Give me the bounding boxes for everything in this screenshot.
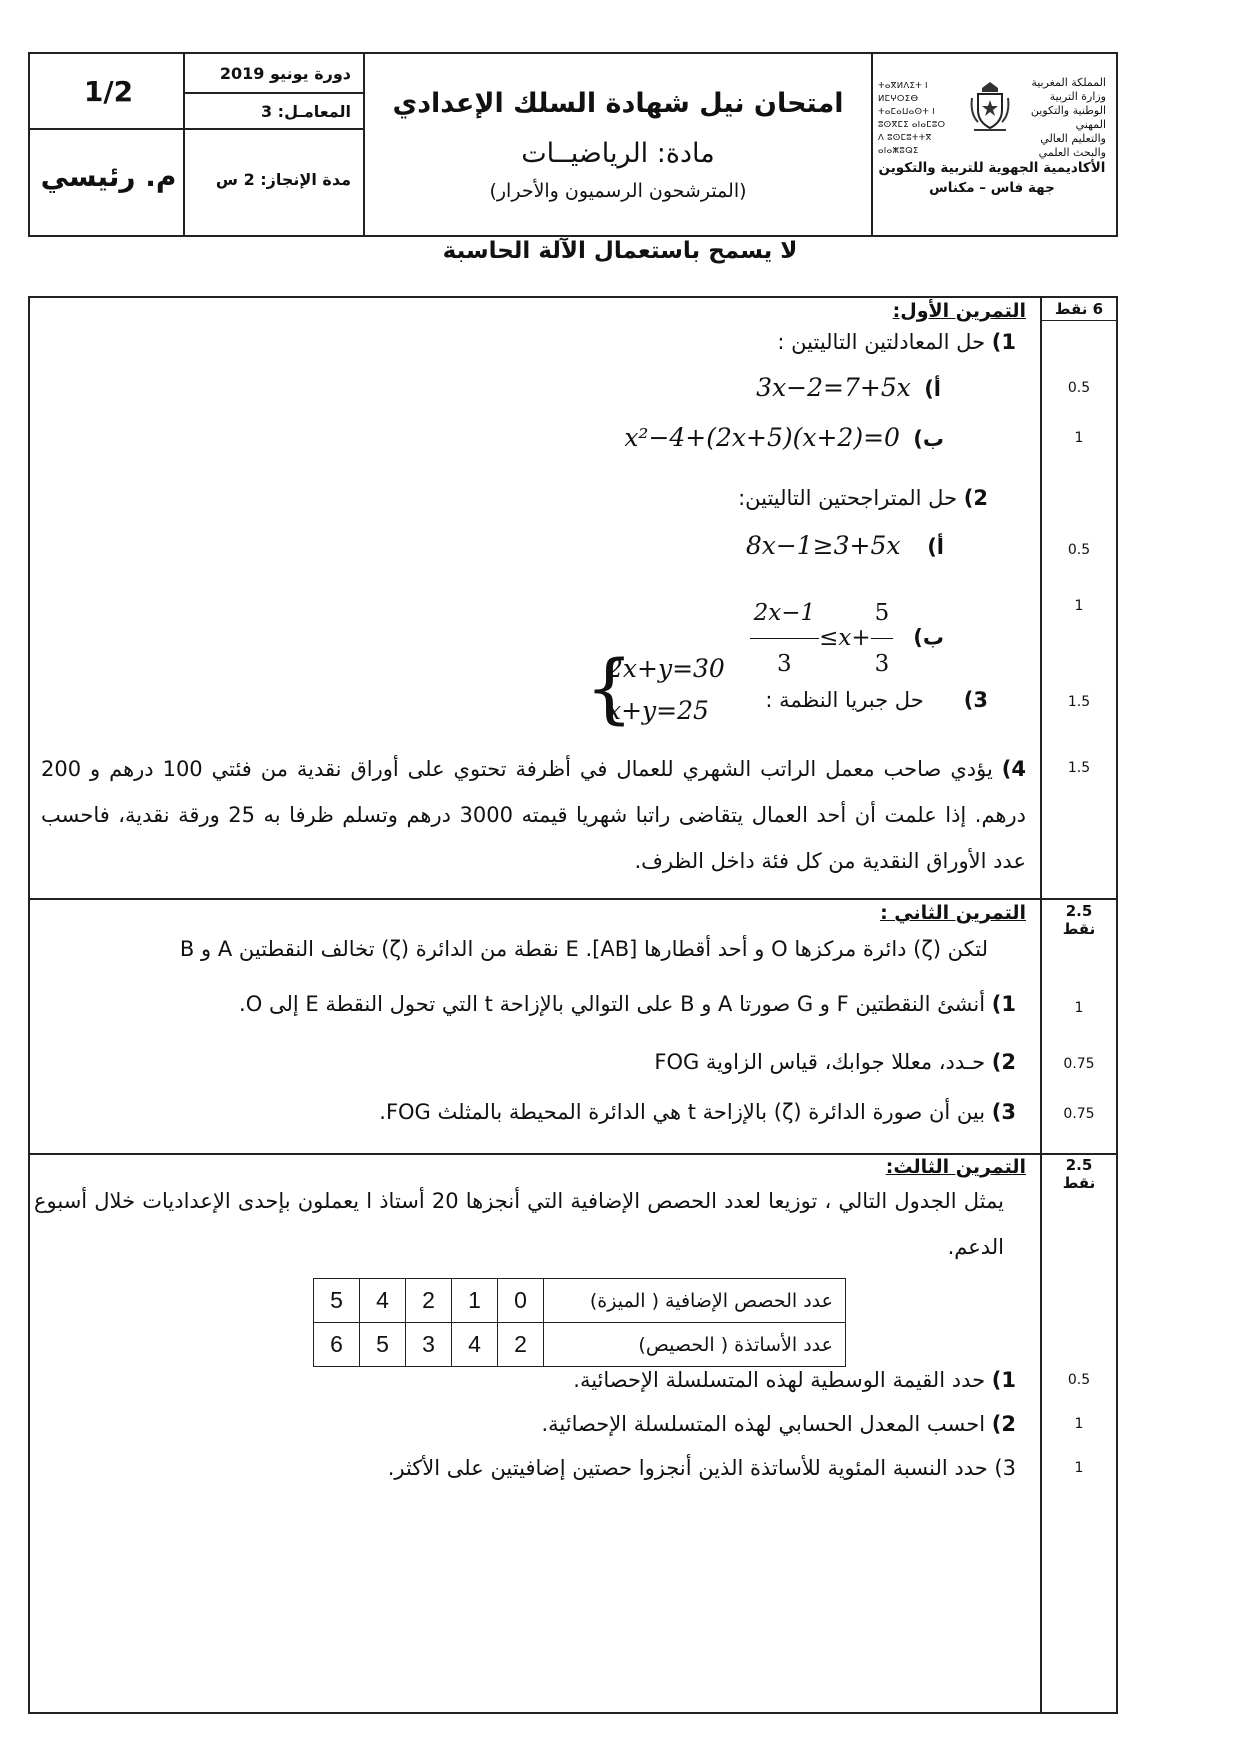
page-cell: [30, 54, 187, 235]
exercise1-q4: 4) يؤدي صاحب معمل الراتب الشهري للعمال في أظرفة تحتوي على أوراق نقدية من فئتي 100 درهم و 200 درهم. إذا علمت أن أحد العمال يتقاضى راتبا شهريا قيمته 3000 درهم وتسلم ظرفا به 25 ورقة نقدية، فاحسب عدد الأوراق النقدية من كل فئة داخل الظرف.: [41, 757, 1026, 873]
ministry-logo-cell: [871, 54, 1116, 235]
exercise1-q1a: أ) 3x−2=7+5x: [756, 373, 941, 402]
system-equation-2: x+y=25: [607, 696, 709, 725]
points-ex2-q2: 0.75: [1063, 1056, 1095, 1072]
exam-info-cell: [183, 54, 363, 235]
exercise3-q1: 1) حدد القيمة الوسطية لهذه المتسلسلة الإحصائية.: [573, 1368, 1016, 1392]
ministry-logo: [878, 76, 1106, 159]
table-cell: 5: [360, 1323, 406, 1367]
exercise1-q2b: ب) $\frac{2x-1}{3}$ ≤x+ $\frac{5}{3}$: [750, 588, 944, 689]
exam-body: [28, 296, 1118, 1714]
exercise1-q1: 1) حل المعادلتين التاليتين :: [777, 330, 1016, 354]
exercise2-title: التمرين الثاني :: [880, 902, 1026, 924]
exercise1-title: التمرين الأول:: [892, 300, 1026, 322]
exercise1-q2: 2) حل المتراجحتين التاليتين:: [738, 486, 988, 510]
points-ex3-q2: 1: [1074, 1416, 1084, 1432]
table-cell: 2: [498, 1323, 544, 1367]
exercise1-q1b: ب) x²−4+(2x+5)(x+2)=0: [624, 423, 944, 452]
exercise3-q3: 3) حدد النسبة المئوية للأساتذة الذين أنجزوا حصتين إضافيتين على الأكثر.: [387, 1456, 1016, 1480]
table-row: [314, 1279, 846, 1323]
exercise2-q1: 1) أنشئ النقطتين F و G صورتا A و B على التوالي بالإزاحة t التي تحول النقطة E إلى O.: [239, 992, 1016, 1016]
table-cell: 3: [406, 1323, 452, 1367]
table-cell: 4: [360, 1279, 406, 1323]
points-q4: 1.5: [1067, 760, 1091, 776]
points-q2a: 0.5: [1067, 542, 1091, 558]
exam-header: [28, 52, 1118, 237]
system-equation-1: 2x+y=30: [607, 654, 725, 683]
points-q3: 1.5: [1067, 694, 1091, 710]
system-brace: {: [585, 643, 634, 732]
table-cell: 0: [498, 1279, 544, 1323]
table-row-label: عدد الأساتذة ( الحصيص): [544, 1323, 846, 1367]
exercise3-title: التمرين الثالث:: [885, 1156, 1026, 1178]
exercise1-points: 6 نقط: [1054, 300, 1104, 318]
table-row-label: عدد الحصص الإضافية ( الميزة): [544, 1279, 846, 1323]
ministry-name-tifinagh: ⵜⴰⴳⵍⴷⵉⵜ ⵏ ⵍⵎⵖⵔⵉⴱ ⵜⴰⵎⴰⵡⴰⵙⵜ ⵏ ⵓⵙⴳⵎⵉ ⴰⵏⴰⵎⵓⵔ ⴷ ⵓⵙⵎⵓⵜⵜⴳ ⴰⵏⴰⵥⵓⵕⵉ: [878, 81, 946, 156]
coat-of-arms-icon: [968, 78, 1012, 134]
exercise2-q2: 2) حـدد، معللا جوابك، قياس الزاوية FOG: [654, 1050, 1016, 1074]
section-divider: [30, 898, 1116, 900]
ministry-name-arabic: المملكة المغربية وزارة التربية الوطنية والتكوين المهني والتعليم العالي والبحث العلمي: [1030, 76, 1106, 159]
session-label: دورة يونيو 2019: [185, 54, 363, 94]
exercise1-q2a: أ) 8x−1≥3+5x: [745, 531, 944, 560]
points-ex3-q3: 1: [1074, 1460, 1084, 1476]
exercise1-q3: 3) حل جبريا النظمة :: [765, 688, 988, 712]
exam-title-cell: [363, 54, 871, 235]
exercise3-points: 2.5 نقط: [1062, 1156, 1096, 1192]
track-label: م. رئيسي: [40, 160, 177, 193]
points-underline: [1042, 320, 1116, 321]
exercise2-points: 2.5 نقط: [1062, 902, 1096, 938]
exercise3-q2: 2) احسب المعدل الحسابي لهذه المتسلسلة الإحصائية.: [541, 1412, 1016, 1436]
equation-system: [585, 643, 735, 734]
page-number: 1/2: [30, 54, 187, 130]
exercise2-q3: 3) بين أن صورة الدائرة (ζ) بالإزاحة t هي الدائرة المحيطة بالمثلث FOG.: [379, 1100, 1016, 1124]
points-ex2-q1: 1: [1074, 1000, 1084, 1016]
table-cell: 6: [314, 1323, 360, 1367]
exercise2-intro: لتكن (ζ) دائرة مركزها O و أحد أقطارها [AB]. E نقطة من الدائرة (ζ) تخالف النقطتين A و B: [179, 937, 988, 961]
coefficient-label: المعامـل: 3: [185, 94, 363, 130]
section-divider: [30, 1153, 1116, 1155]
statistics-table: [313, 1278, 846, 1367]
subject-name: مادة: الرياضيــات: [521, 138, 715, 169]
calculator-note: لا يسمح باستعمال الآلة الحاسبة: [442, 238, 798, 264]
table-cell: 4: [452, 1323, 498, 1367]
fraction-left: $\frac{2x-1}{3}$: [750, 588, 820, 689]
exercise3-intro: يمثل الجدول التالي ، توزيعا لعدد الحصص الإضافية التي أنجزها 20 أستاذ ا يعملون بإحدى الإعداديات خلال أسبوع الدعم.: [34, 1189, 1004, 1259]
points-ex2-q3: 0.75: [1063, 1106, 1095, 1122]
table-cell: 1: [452, 1279, 498, 1323]
points-q2b: 1: [1074, 598, 1084, 614]
academy-name: الأكاديمية الجهوية للتربية والتكوين جهة فاس – مكناس: [878, 160, 1106, 196]
fraction-right: $\frac{5}{3}$: [871, 588, 894, 689]
duration-label: مدة الإنجاز: 2 س: [215, 170, 351, 189]
points-q1b: 1: [1074, 430, 1084, 446]
points-q1a: 0.5: [1067, 380, 1091, 396]
points-ex3-q1: 0.5: [1067, 1372, 1091, 1388]
table-row: [314, 1323, 846, 1367]
exam-title: امتحان نيل شهادة السلك الإعدادي: [392, 88, 844, 119]
table-cell: 5: [314, 1279, 360, 1323]
candidates-note: (المترشحون الرسميون والأحرار): [489, 180, 747, 202]
table-cell: 2: [406, 1279, 452, 1323]
